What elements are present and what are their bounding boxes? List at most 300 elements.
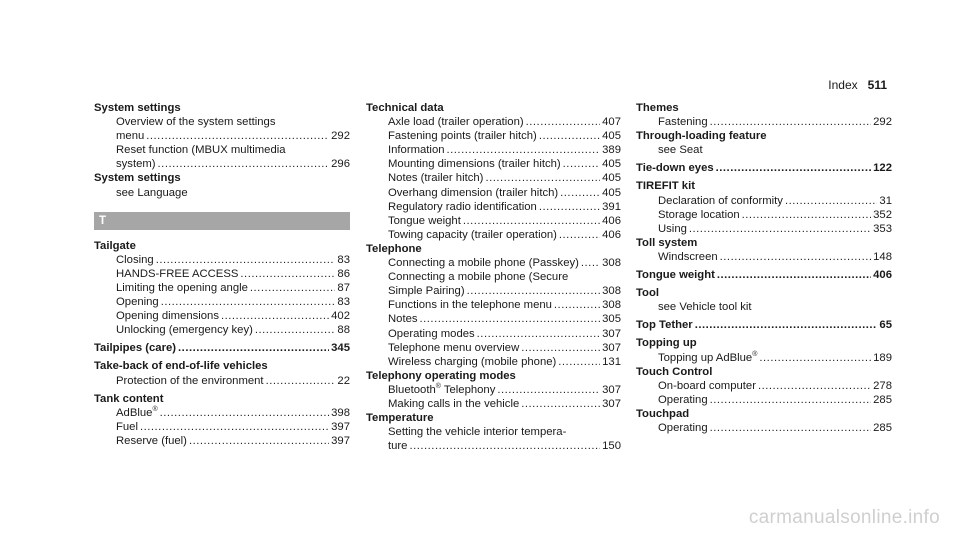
index-subentry xyxy=(366,425,621,439)
index-column-2 xyxy=(366,101,621,453)
dot-leader xyxy=(178,341,329,355)
entry-label xyxy=(94,172,181,184)
entry-text: Protection of the environment xyxy=(116,374,264,387)
entry-label xyxy=(388,439,407,453)
page-ref: 308 xyxy=(602,299,621,312)
index-subentry xyxy=(366,115,621,129)
index-subentry xyxy=(636,421,892,435)
index-heading xyxy=(366,242,621,256)
entry-label xyxy=(388,214,461,228)
entry-label xyxy=(658,194,783,208)
entry-text: Wireless charging (mobile phone) xyxy=(388,355,557,368)
index-subentry xyxy=(366,312,621,326)
entry-text: Using xyxy=(658,222,687,235)
dot-leader xyxy=(156,253,336,267)
dot-leader xyxy=(158,157,330,171)
entry-label xyxy=(366,412,434,424)
dot-leader xyxy=(161,295,336,309)
entry-label xyxy=(636,180,695,192)
index-heading xyxy=(94,101,350,115)
dot-leader xyxy=(221,309,329,323)
index-subentry xyxy=(366,129,621,143)
entry-label xyxy=(636,237,697,249)
entry-label xyxy=(636,130,767,142)
page-ref: 406 xyxy=(602,214,621,227)
entry-text: Connecting a mobile phone (Secure xyxy=(388,271,569,284)
entry-text: see Language xyxy=(116,186,188,199)
entry-label xyxy=(388,312,418,326)
entry-label xyxy=(658,301,752,313)
page-ref: 397 xyxy=(331,434,350,447)
entry-label xyxy=(94,341,176,355)
entry-text: AdBlue xyxy=(116,406,153,419)
index-subentry xyxy=(636,379,892,393)
page-ref: 150 xyxy=(602,440,621,453)
registered-mark: ® xyxy=(152,405,158,413)
dot-leader xyxy=(717,268,871,282)
dot-leader xyxy=(521,397,600,411)
dot-leader xyxy=(539,129,600,143)
index-heading xyxy=(636,179,892,193)
page-number: 511 xyxy=(867,78,887,92)
page-ref: 31 xyxy=(879,194,892,207)
page-ref: 405 xyxy=(602,186,621,199)
dot-leader xyxy=(140,420,329,434)
index-heading xyxy=(636,286,892,300)
entry-text: Operating xyxy=(658,421,708,434)
page-ref: 307 xyxy=(602,383,621,396)
entry-text: ture xyxy=(388,440,408,453)
entry-label xyxy=(116,253,154,267)
entry-text: Take-back of end-of-life vehicles xyxy=(94,360,268,373)
index-heading xyxy=(636,318,892,332)
dot-leader xyxy=(409,439,600,453)
entry-label xyxy=(366,102,444,114)
page-ref: 391 xyxy=(602,200,621,213)
entry-text: Themes xyxy=(636,102,679,114)
index-subentry xyxy=(94,115,350,129)
entry-label xyxy=(388,157,561,171)
dot-leader xyxy=(581,256,600,270)
entry-text: Simple Pairing) xyxy=(388,285,465,298)
entry-text: Touch Control xyxy=(636,365,713,378)
dot-leader xyxy=(559,228,600,242)
index-subentry xyxy=(636,300,892,314)
dot-leader xyxy=(560,186,600,200)
dot-leader xyxy=(558,355,600,369)
index-subentry xyxy=(94,143,350,157)
page-ref: 402 xyxy=(331,310,350,323)
page-ref: 397 xyxy=(331,420,350,433)
index-subentry xyxy=(94,323,350,337)
page-ref: 83 xyxy=(337,253,350,266)
entry-text: Windscreen xyxy=(658,250,718,263)
entry-text: Through-loading feature xyxy=(636,130,767,143)
index-subentry xyxy=(94,157,350,171)
index-heading xyxy=(94,392,350,406)
page-ref: 353 xyxy=(873,222,892,235)
entry-text: system) xyxy=(116,158,156,171)
index-subentry xyxy=(94,186,350,200)
entry-text: Tank content xyxy=(94,392,164,405)
page-ref: 131 xyxy=(602,355,621,368)
index-heading xyxy=(94,341,350,355)
entry-label xyxy=(658,222,687,236)
entry-label xyxy=(388,271,568,283)
entry-label xyxy=(658,250,718,264)
index-subentry xyxy=(366,397,621,411)
section-letter-bar: T xyxy=(94,212,350,230)
dot-leader xyxy=(240,267,335,281)
entry-label xyxy=(388,284,465,298)
index-subentry xyxy=(636,393,892,407)
entry-label xyxy=(636,268,715,282)
entry-text: Tailpipes (care) xyxy=(94,342,177,355)
dot-leader xyxy=(463,214,600,228)
page-ref: 405 xyxy=(602,130,621,143)
index-column-1 xyxy=(94,101,350,448)
index-heading xyxy=(94,171,350,185)
entry-label xyxy=(388,115,524,129)
dot-leader xyxy=(189,434,329,448)
entry-text: Making calls in the vehicle xyxy=(388,397,520,410)
entry-label xyxy=(636,337,697,349)
dot-leader xyxy=(467,284,601,298)
dot-leader xyxy=(554,298,600,312)
entry-label xyxy=(388,327,475,341)
entry-label xyxy=(116,144,286,156)
entry-text: Tongue weight xyxy=(636,269,715,282)
dot-leader xyxy=(716,161,872,175)
entry-label xyxy=(388,171,483,185)
entry-text: Information xyxy=(388,144,445,157)
entry-text: HANDS-FREE ACCESS xyxy=(116,267,239,280)
page-ref: 189 xyxy=(873,351,892,364)
entry-text: Telephone menu overview xyxy=(388,341,520,354)
entry-text: Fastening points (trailer hitch) xyxy=(388,130,537,143)
entry-label xyxy=(636,366,712,378)
index-subentry xyxy=(636,208,892,222)
entry-label xyxy=(116,406,158,420)
entry-text: Reserve (fuel) xyxy=(116,434,187,447)
entry-text: Functions in the telephone menu xyxy=(388,299,552,312)
index-subentry xyxy=(94,253,350,267)
entry-text: Technical data xyxy=(366,102,444,114)
page-ref: 305 xyxy=(602,313,621,326)
entry-text: System settings xyxy=(94,102,181,114)
page-ref: 345 xyxy=(331,342,350,355)
entry-label xyxy=(94,393,163,405)
entry-label xyxy=(636,102,679,114)
index-subentry xyxy=(366,284,621,298)
entry-label xyxy=(94,102,181,114)
entry-text: TIREFIT kit xyxy=(636,180,695,193)
entry-text: Topping up xyxy=(636,337,697,350)
dot-leader xyxy=(563,157,600,171)
entry-text: Top Tether xyxy=(636,319,693,332)
dot-leader xyxy=(420,312,601,326)
index-heading xyxy=(636,161,892,175)
index-heading xyxy=(366,369,621,383)
page-ref: 87 xyxy=(337,281,350,294)
index-heading xyxy=(94,239,350,253)
entry-label xyxy=(366,370,516,382)
dot-leader xyxy=(710,421,872,435)
entry-text: Tongue weight xyxy=(388,214,461,227)
entry-text: Storage location xyxy=(658,208,740,221)
entry-label xyxy=(658,115,708,129)
entry-text: Fastening xyxy=(658,116,708,129)
page-ref: 285 xyxy=(873,421,892,434)
page-ref: 83 xyxy=(337,296,350,309)
entry-label xyxy=(116,374,264,388)
index-heading xyxy=(636,268,892,282)
entry-label xyxy=(388,143,445,157)
index-subentry xyxy=(366,383,621,397)
entry-text: Regulatory radio identification xyxy=(388,200,537,213)
entry-text: Opening xyxy=(116,296,159,309)
page-ref: 148 xyxy=(873,250,892,263)
entry-text: Limiting the opening angle xyxy=(116,281,248,294)
entry-text: Reset function (MBUX multimedia xyxy=(116,144,286,157)
entry-label xyxy=(388,383,495,397)
page-ref: 122 xyxy=(873,162,892,175)
entry-label xyxy=(388,355,556,369)
page-ref: 398 xyxy=(331,406,350,419)
entry-text: see Vehicle tool kit xyxy=(658,301,752,314)
page-ref: 406 xyxy=(873,269,892,282)
entry-label xyxy=(94,240,136,252)
entry-label xyxy=(636,318,693,332)
entry-text: Telephony operating modes xyxy=(366,369,516,382)
dot-leader xyxy=(689,222,871,236)
page-ref: 406 xyxy=(602,228,621,241)
index-heading xyxy=(366,101,621,115)
index-column-3 xyxy=(636,101,892,435)
dot-leader xyxy=(759,351,871,365)
index-subentry xyxy=(366,157,621,171)
entry-label xyxy=(116,267,238,281)
entry-text: Overhang dimension (trailer hitch) xyxy=(388,186,559,199)
page-ref: 389 xyxy=(602,144,621,157)
entry-label xyxy=(388,200,537,214)
index-subentry xyxy=(636,222,892,236)
entry-text: Bluetooth xyxy=(388,383,436,396)
header-label: Index xyxy=(828,78,858,92)
entry-text: Notes (trailer hitch) xyxy=(388,172,484,185)
dot-leader xyxy=(266,374,336,388)
entry-label xyxy=(388,228,557,242)
index-subentry xyxy=(94,309,350,323)
index-heading xyxy=(636,407,892,421)
dot-leader xyxy=(477,327,600,341)
entry-label xyxy=(388,426,566,438)
index-subentry xyxy=(94,374,350,388)
entry-text: Toll system xyxy=(636,236,698,249)
entry-label xyxy=(658,144,703,156)
dot-leader xyxy=(742,208,871,222)
entry-text: Fuel xyxy=(116,420,138,433)
entry-label xyxy=(116,187,188,199)
entry-text: Setting the vehicle interior tempera- xyxy=(388,426,567,439)
entry-label xyxy=(116,116,275,128)
entry-text: Operating modes xyxy=(388,327,475,340)
entry-label xyxy=(658,379,756,393)
entry-text: Declaration of conformity xyxy=(658,194,783,207)
entry-label xyxy=(658,208,740,222)
dot-leader xyxy=(447,143,601,157)
entry-label xyxy=(636,408,689,420)
dot-leader xyxy=(785,194,877,208)
registered-mark: ® xyxy=(435,383,441,391)
index-subentry xyxy=(366,171,621,185)
entry-label xyxy=(388,256,579,270)
entry-text: Tool xyxy=(636,287,660,300)
dot-leader xyxy=(526,115,601,129)
entry-label xyxy=(366,243,422,255)
index-subentry xyxy=(366,298,621,312)
dot-leader xyxy=(521,341,600,355)
dot-leader xyxy=(720,250,871,264)
entry-text: Opening dimensions xyxy=(116,310,219,323)
page-ref: 307 xyxy=(602,341,621,354)
entry-label xyxy=(388,186,558,200)
index-heading xyxy=(636,365,892,379)
index-subentry xyxy=(366,200,621,214)
entry-text: Tie-down eyes xyxy=(636,162,714,175)
page-ref: 405 xyxy=(602,158,621,171)
index-subentry xyxy=(636,194,892,208)
index-subentry xyxy=(366,327,621,341)
page-ref: 65 xyxy=(879,319,892,332)
entry-label xyxy=(658,351,757,365)
page-ref: 86 xyxy=(337,267,350,280)
index-heading xyxy=(636,236,892,250)
entry-text-cont: Telephony xyxy=(440,383,496,396)
entry-text: see Seat xyxy=(658,144,703,157)
entry-label xyxy=(658,421,708,435)
entry-text: Notes xyxy=(388,313,418,326)
dot-leader xyxy=(255,323,336,337)
page-header xyxy=(828,78,887,92)
index-subentry xyxy=(366,270,621,284)
entry-label xyxy=(116,295,159,309)
entry-text: Closing xyxy=(116,253,154,266)
dot-leader xyxy=(160,406,330,420)
entry-label xyxy=(116,129,144,143)
index-subentry xyxy=(636,143,892,157)
entry-label xyxy=(388,298,552,312)
entry-label xyxy=(658,393,708,407)
index-subentry xyxy=(636,351,892,365)
page-ref: 308 xyxy=(602,285,621,298)
entry-label xyxy=(116,323,253,337)
entry-label xyxy=(94,360,268,372)
index-heading xyxy=(636,101,892,115)
index-subentry xyxy=(94,281,350,295)
index-heading xyxy=(94,359,350,373)
dot-leader xyxy=(146,129,329,143)
entry-text: Towing capacity (trailer operation) xyxy=(388,228,557,241)
registered-mark: ® xyxy=(752,350,758,358)
entry-text: Operating xyxy=(658,393,708,406)
index-subentry xyxy=(94,129,350,143)
dot-leader xyxy=(250,281,336,295)
entry-text: Touchpad xyxy=(636,407,690,420)
entry-label xyxy=(388,129,537,143)
index-subentry xyxy=(94,406,350,420)
index-subentry xyxy=(94,420,350,434)
entry-label xyxy=(636,161,714,175)
index-subentry xyxy=(366,228,621,242)
page-ref: 307 xyxy=(602,397,621,410)
entry-text: menu xyxy=(116,130,145,143)
page-ref: 292 xyxy=(873,116,892,129)
page-ref: 88 xyxy=(337,324,350,337)
entry-label xyxy=(116,309,219,323)
index-subentry xyxy=(366,256,621,270)
index-heading xyxy=(636,129,892,143)
entry-text: System settings xyxy=(94,172,181,185)
entry-text: Topping up AdBlue xyxy=(658,351,753,364)
dot-leader xyxy=(539,200,600,214)
entry-text: Axle load (trailer operation) xyxy=(388,116,524,129)
entry-text: Mounting dimensions (trailer hitch) xyxy=(388,158,561,171)
dot-leader xyxy=(485,171,600,185)
page-ref: 22 xyxy=(337,374,350,387)
dot-leader xyxy=(710,393,872,407)
page-ref: 407 xyxy=(602,116,621,129)
page-ref: 296 xyxy=(331,158,350,171)
entry-text: Overview of the system settings xyxy=(116,116,276,129)
page-ref: 307 xyxy=(602,327,621,340)
entry-label xyxy=(116,281,248,295)
entry-label xyxy=(116,434,187,448)
entry-text: Unlocking (emergency key) xyxy=(116,324,253,337)
index-subentry xyxy=(366,143,621,157)
index-subentry xyxy=(636,115,892,129)
page-ref: 292 xyxy=(331,130,350,143)
dot-leader xyxy=(497,383,600,397)
entry-text: Tailgate xyxy=(94,239,136,252)
entry-label xyxy=(116,420,138,434)
entry-text: Connecting a mobile phone (Passkey) xyxy=(388,257,579,270)
watermark: carmanualsonline.info xyxy=(748,507,940,528)
index-subentry xyxy=(366,214,621,228)
dot-leader xyxy=(710,115,872,129)
page-ref: 278 xyxy=(873,379,892,392)
entry-label xyxy=(116,157,156,171)
index-subentry xyxy=(366,341,621,355)
index-subentry xyxy=(366,439,621,453)
index-subentry xyxy=(636,250,892,264)
index-subentry xyxy=(366,186,621,200)
entry-label xyxy=(388,341,519,355)
page-ref: 352 xyxy=(873,208,892,221)
entry-label xyxy=(636,287,659,299)
dot-leader xyxy=(758,379,871,393)
entry-label xyxy=(388,397,519,411)
index-subentry xyxy=(366,355,621,369)
index-subentry xyxy=(94,295,350,309)
index-subentry xyxy=(94,267,350,281)
index-subentry xyxy=(94,434,350,448)
dot-leader xyxy=(695,318,878,332)
page-ref: 405 xyxy=(602,172,621,185)
entry-text: Telephone xyxy=(366,242,422,255)
entry-text: On-board computer xyxy=(658,379,756,392)
page-ref: 285 xyxy=(873,393,892,406)
